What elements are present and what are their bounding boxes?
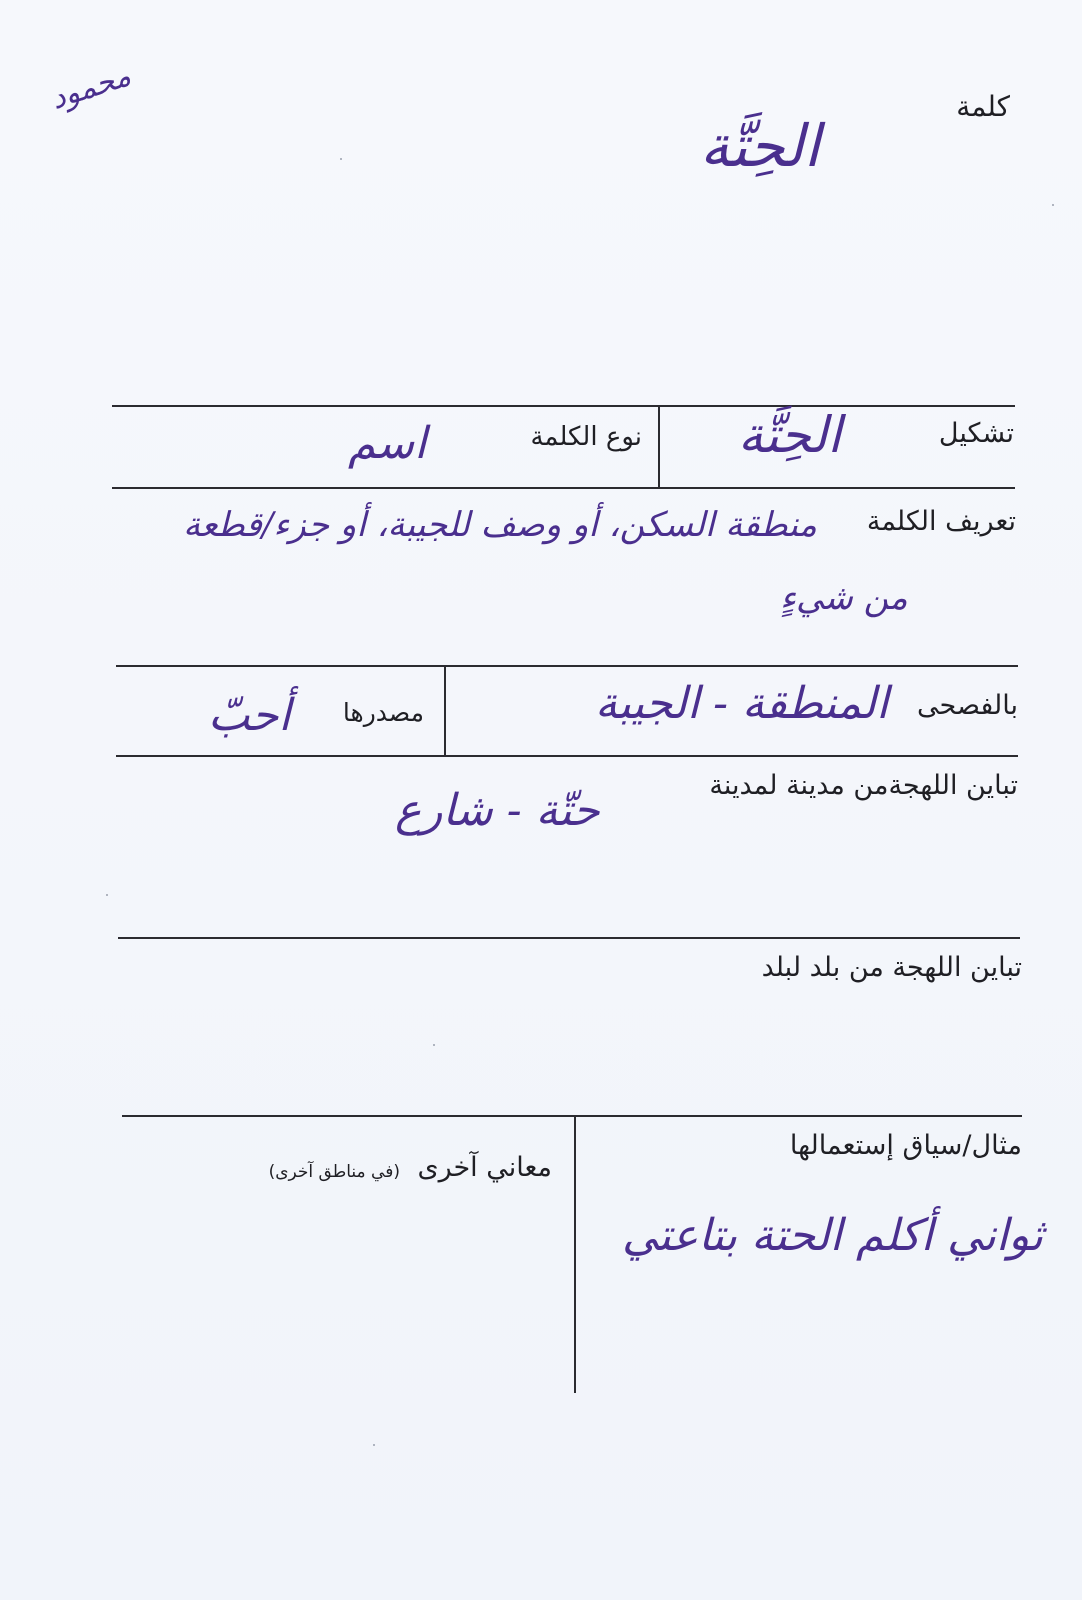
paper-speck bbox=[373, 1444, 375, 1446]
definition-value-line2: من شيءٍ bbox=[780, 578, 908, 618]
city-variation-label: تباين اللهجةمن مدينة لمدينة bbox=[709, 770, 1018, 801]
example-value: ثواني أكلم الحتة بتاعتي bbox=[622, 1210, 1044, 1261]
divider-line bbox=[116, 665, 1018, 667]
divider-line bbox=[112, 487, 1015, 489]
type-value: اسم bbox=[348, 418, 427, 469]
source-label: مصدرها bbox=[342, 698, 424, 727]
column-divider bbox=[574, 1115, 576, 1393]
column-divider bbox=[444, 665, 446, 755]
other-meanings-label: معاني آخرى bbox=[417, 1152, 552, 1183]
divider-line bbox=[116, 755, 1018, 757]
column-divider bbox=[658, 405, 660, 487]
type-label: نوع الكلمة bbox=[530, 422, 642, 452]
definition-value-line1: منطقة السكن، أو وصف للجيبة، أو جزء/قطعة bbox=[183, 505, 817, 545]
definition-label: تعريف الكلمة bbox=[866, 506, 1016, 537]
divider-line bbox=[112, 405, 1015, 407]
other-meanings-note: (في مناطق آخرى) bbox=[268, 1162, 400, 1182]
country-variation-label: تباين اللهجة من بلد لبلد bbox=[761, 952, 1022, 983]
fusha-value: المنطقة - الجيبة bbox=[595, 678, 889, 729]
shakl-label: تشكيل bbox=[938, 418, 1014, 449]
fusha-label: بالفصحى bbox=[917, 690, 1018, 721]
source-value: أحبّ bbox=[208, 690, 291, 741]
paper-speck bbox=[106, 894, 108, 896]
paper-speck bbox=[1052, 204, 1054, 206]
divider-line bbox=[118, 937, 1020, 939]
example-label: مثال/سياق إستعمالها bbox=[789, 1130, 1022, 1161]
divider-line bbox=[122, 1115, 1022, 1117]
word-label: كلمة bbox=[956, 90, 1010, 123]
paper-speck bbox=[433, 1044, 435, 1046]
city-variation-value: حتّة - شارع bbox=[395, 785, 600, 836]
word-value: الحِتَّة bbox=[700, 112, 820, 180]
signature: محمود bbox=[46, 58, 136, 117]
shakl-value: الحِتَّة bbox=[738, 406, 842, 464]
paper-speck bbox=[340, 158, 342, 160]
